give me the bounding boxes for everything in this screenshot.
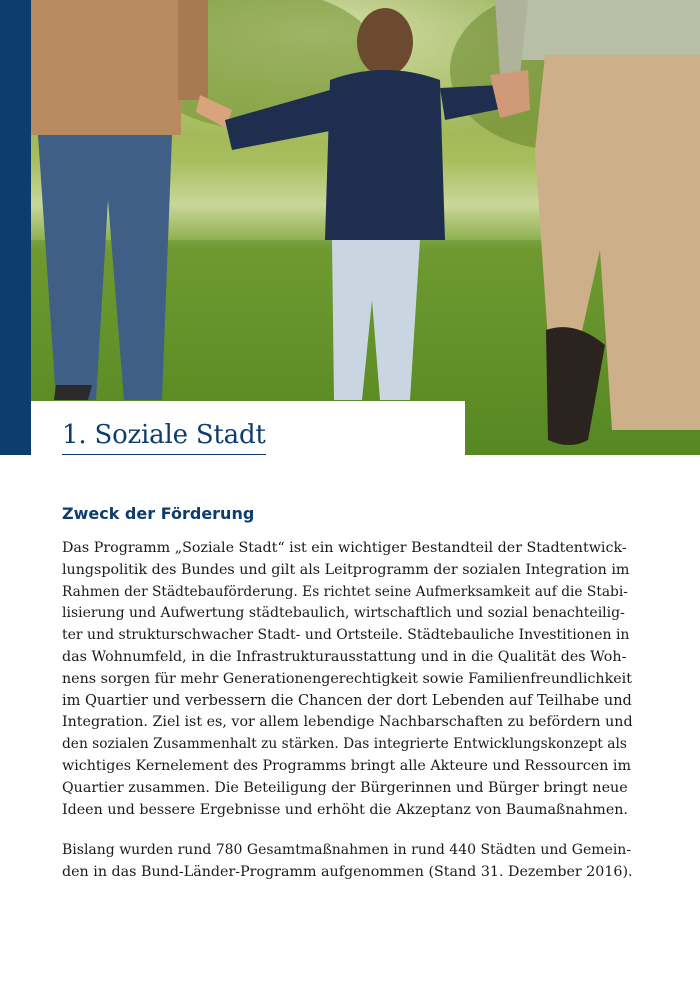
text-line: Das Programm „Soziale Stadt“ ist ein wichtiger Bestandteil der Stadtentwick- (62, 540, 627, 556)
body-paragraph-1 (62, 538, 633, 821)
blue-accent-bar (0, 0, 31, 455)
text-line: Integration. Ziel ist es, vor allem lebendige Nachbarschaften zu befördern und (62, 714, 633, 731)
text-line: im Quartier und verbessern die Chancen der dort Lebenden auf Teilhabe und (62, 692, 632, 709)
page-title: 1. Soziale Stadt (62, 419, 266, 455)
body-paragraph-2 (62, 840, 633, 884)
section-heading: Zweck der Förderung (62, 504, 255, 523)
hero-photo (0, 0, 700, 455)
text-line: lungspolitik des Bundes und gilt als Leitprogramm der sozialen Integration im (62, 561, 630, 578)
text-line: Rahmen der Städtebauförderung. Es richtet seine Aufmerksamkeit auf die Stabi- (62, 583, 628, 600)
text-line: Ideen und bessere Ergebnisse und erhöht die Akzeptanz von Baumaßnahmen. (62, 801, 628, 818)
text-line: ter und strukturschwacher Stadt- und Ortsteile. Städtebauliche Investitionen in (62, 627, 630, 644)
family-walking-illustration (0, 0, 700, 455)
text-line: lisierung und Aufwertung städtebaulich, wirtschaftlich und sozial benachteilig- (62, 605, 625, 622)
text-line: nens sorgen für mehr Generationengerechtigkeit sowie Familienfreundlichkeit (62, 670, 632, 687)
text-line: den sozialen Zusammenhalt zu stärken. Das integrierte Entwicklungskonzept als (62, 736, 627, 753)
text-line: Bislang wurden rund 780 Gesamtmaßnahmen in rund 440 Städten und Gemein- (62, 842, 632, 858)
text-line: den in das Bund-Länder-Programm aufgenommen (Stand 31. Dezember 2016). (62, 863, 633, 880)
text-line: das Wohnumfeld, in die Infrastrukturausstattung und in die Qualität des Woh- (62, 648, 627, 665)
text-line: Quartier zusammen. Die Beteiligung der Bürgerinnen und Bürger bringt neue (62, 779, 628, 796)
text-line: wichtiges Kernelement des Programms bringt alle Akteure und Ressourcen im (62, 757, 631, 774)
